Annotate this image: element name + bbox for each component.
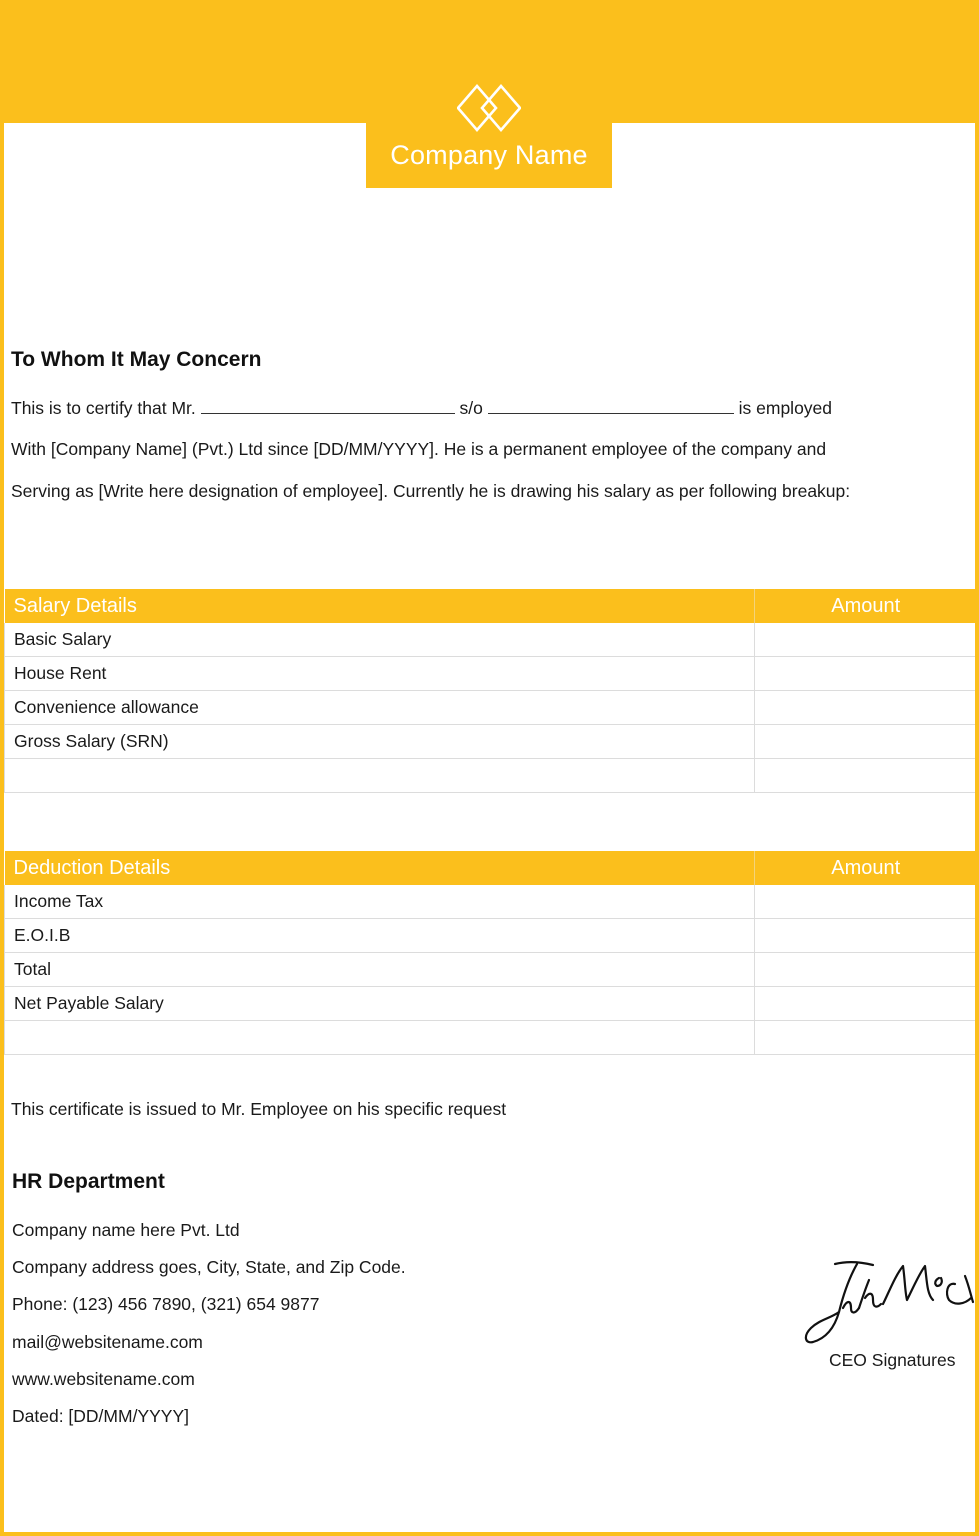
table-row [5,759,977,793]
deduction-item-label [5,1021,755,1055]
table-row [5,691,977,725]
deduction-amount-cell[interactable] [755,953,977,987]
deduction-details-header: Deduction Details [5,851,755,885]
table-row [5,919,977,953]
deduction-header-row [5,851,977,885]
son-of-text: s/o [459,398,483,418]
company-line: Company name here Pvt. Ltd [12,1220,240,1240]
deduction-amount-cell[interactable] [755,919,977,953]
employed-text: is employed [738,398,833,418]
company-address: Company address goes, City, State, and Zip Code. [12,1257,406,1277]
phone-numbers: Phone: (123) 456 7890, (321) 654 9877 [12,1294,320,1314]
salutation-heading: To Whom It May Concern [11,348,262,371]
deduction-amount-cell[interactable] [755,1021,977,1055]
salary-item-label: Basic Salary [5,623,755,657]
salary-item-label: House Rent [5,657,755,691]
deduction-item-label: Net Payable Salary [5,987,755,1021]
employee-name-blank [201,399,455,414]
company-name: Company Name [390,140,588,170]
designation-line: Serving as [Write here designation of employee]. Currently he is drawing his salary as per following breakup: [11,481,851,501]
ceo-signature-label: CEO Signatures [829,1350,956,1370]
hr-department-heading: HR Department [12,1170,165,1193]
salary-amount-header: Amount [755,589,977,623]
salary-amount-cell[interactable] [755,759,977,793]
table-row [5,953,977,987]
father-name-blank [488,399,734,414]
deduction-item-label: Total [5,953,755,987]
salary-item-label: Convenience allowance [5,691,755,725]
diamond-logo-icon [457,83,521,133]
company-logo-block [366,4,612,188]
table-row [5,623,977,657]
salary-item-label [5,759,755,793]
table-row [5,885,977,919]
certify-line [11,398,832,419]
table-row [5,987,977,1021]
salary-amount-cell[interactable] [755,691,977,725]
salary-details-table [4,589,977,793]
company-since-line: With [Company Name] (Pvt.) Ltd since [DD/MM/YYYY]. He is a permanent employee of the company and [11,439,827,459]
salary-header-row [5,589,977,623]
certify-text-start: This is to certify that Mr. [11,398,196,418]
table-row [5,657,977,691]
ceo-signature-image [799,1256,979,1351]
salary-item-label: Gross Salary (SRN) [5,725,755,759]
issued-note: This certificate is issued to Mr. Employee on his specific request [11,1099,507,1119]
deduction-item-label: Income Tax [5,885,755,919]
deduction-amount-cell[interactable] [755,987,977,1021]
dated-line: Dated: [DD/MM/YYYY] [12,1406,189,1426]
deduction-details-table [4,851,977,1055]
salary-amount-cell[interactable] [755,623,977,657]
deduction-item-label: E.O.I.B [5,919,755,953]
salary-details-header: Salary Details [5,589,755,623]
email-address[interactable]: mail@websitename.com [12,1332,203,1352]
table-row [5,1021,977,1055]
deduction-amount-header: Amount [755,851,977,885]
deduction-amount-cell[interactable] [755,885,977,919]
salary-amount-cell[interactable] [755,725,977,759]
salary-amount-cell[interactable] [755,657,977,691]
website-link[interactable]: www.websitename.com [12,1369,195,1389]
table-row [5,725,977,759]
